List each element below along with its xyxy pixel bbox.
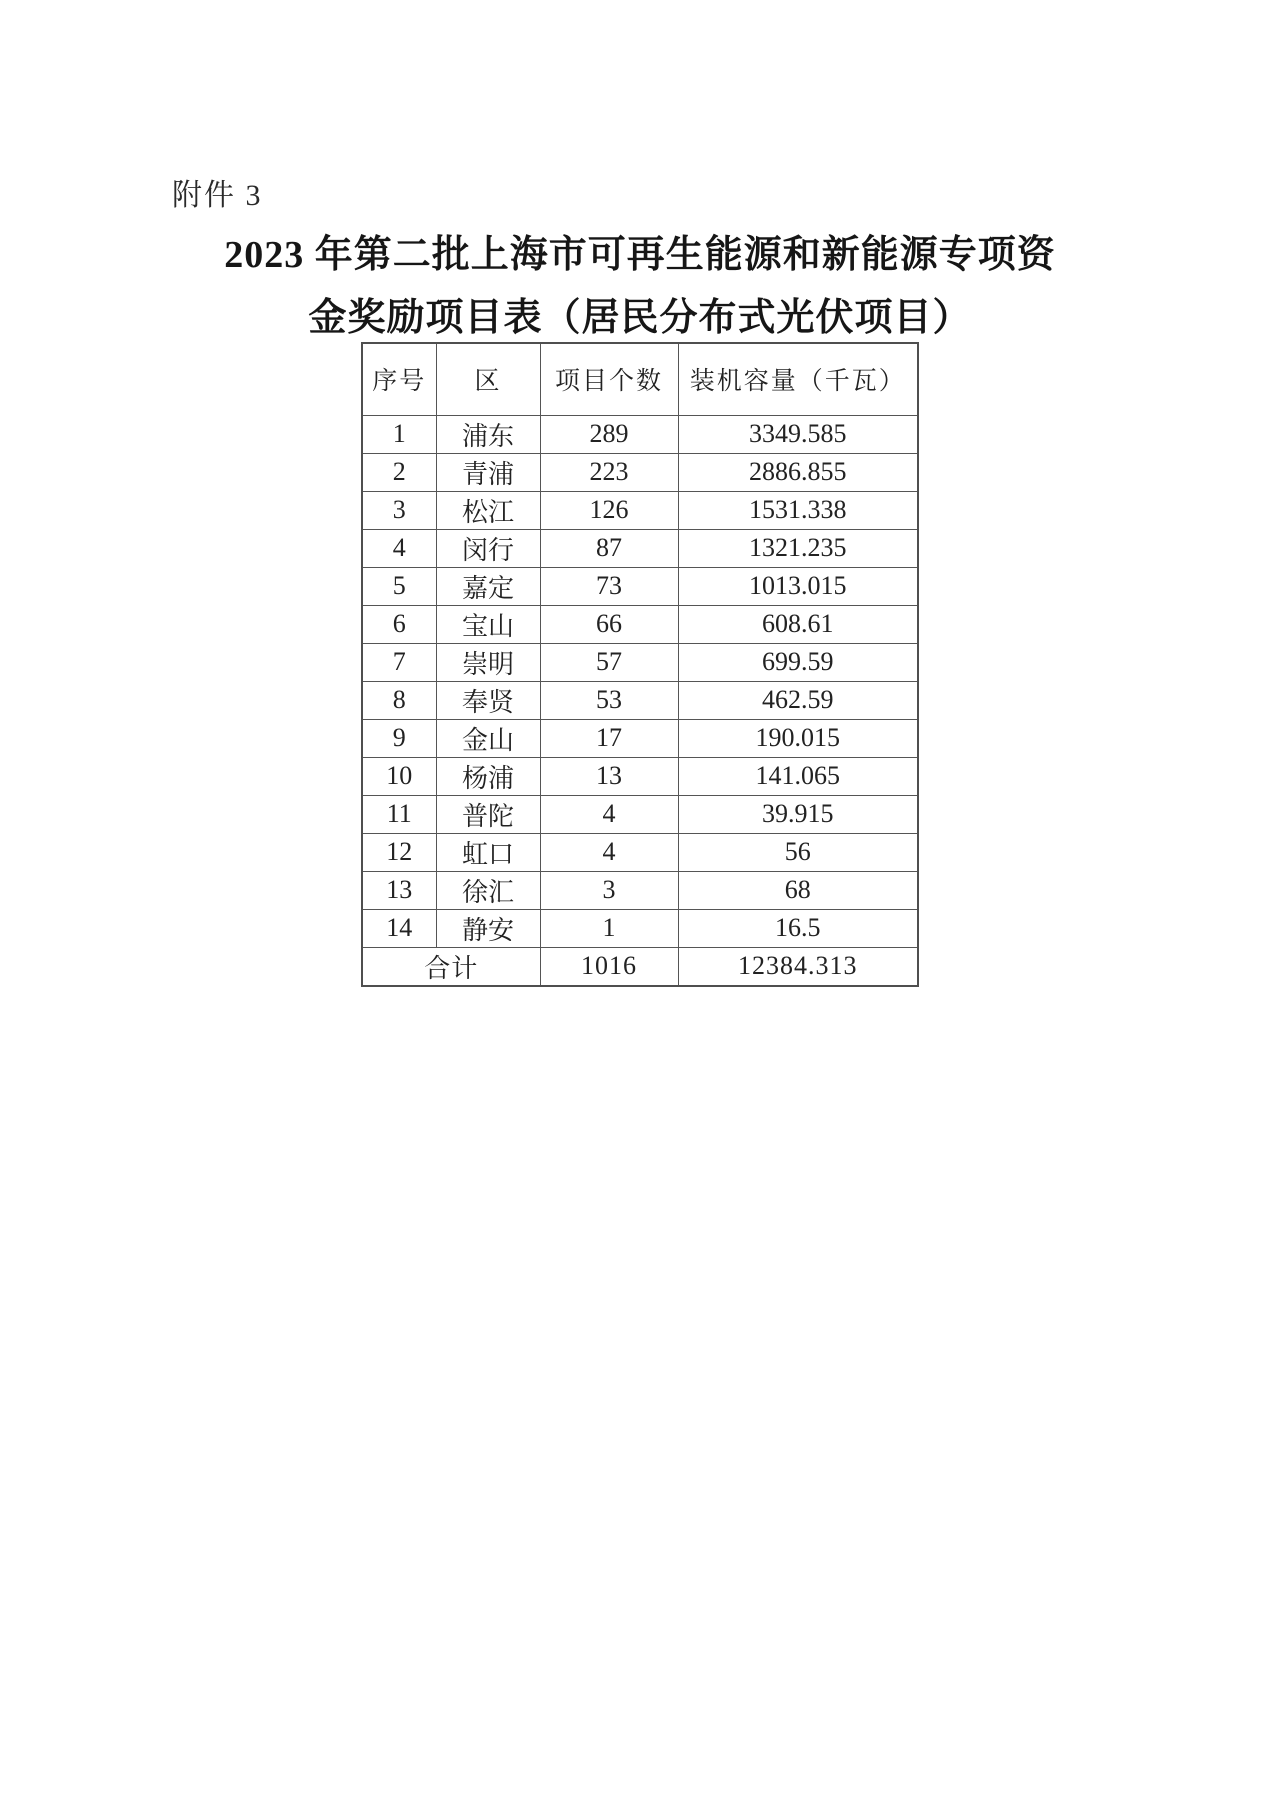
project-count-cell: 3 [540,871,678,909]
district-cell: 奉贤 [436,681,540,719]
serial-cell: 5 [362,567,436,605]
district-cell: 杨浦 [436,757,540,795]
capacity-cell: 3349.585 [678,415,918,453]
table-row [362,605,918,643]
capacity-cell: 56 [678,833,918,871]
capacity-cell: 1321.235 [678,529,918,567]
serial-cell: 13 [362,871,436,909]
table-total-row [362,947,918,986]
district-cell: 静安 [436,909,540,947]
project-count-cell: 1 [540,909,678,947]
project-count-cell: 53 [540,681,678,719]
table-row [362,643,918,681]
district-cell: 松江 [436,491,540,529]
project-count-cell: 4 [540,833,678,871]
table-row [362,529,918,567]
serial-cell: 9 [362,719,436,757]
capacity-cell: 1531.338 [678,491,918,529]
table-row [362,909,918,947]
serial-cell: 3 [362,491,436,529]
header-district: 区 [436,343,540,415]
project-count-cell: 17 [540,719,678,757]
capacity-cell: 16.5 [678,909,918,947]
serial-cell: 10 [362,757,436,795]
district-cell: 宝山 [436,605,540,643]
project-count-cell: 289 [540,415,678,453]
district-cell: 浦东 [436,415,540,453]
project-count-cell: 13 [540,757,678,795]
serial-cell: 11 [362,795,436,833]
header-project-count: 项目个数 [540,343,678,415]
table-body [362,415,918,947]
table-row [362,833,918,871]
total-projects-cell: 1016 [540,947,678,986]
capacity-cell: 68 [678,871,918,909]
table-row [362,491,918,529]
award-table [361,342,919,987]
serial-cell: 14 [362,909,436,947]
serial-cell: 4 [362,529,436,567]
table-row [362,719,918,757]
project-count-cell: 66 [540,605,678,643]
table-row [362,681,918,719]
capacity-cell: 1013.015 [678,567,918,605]
district-cell: 徐汇 [436,871,540,909]
project-count-cell: 73 [540,567,678,605]
serial-cell: 12 [362,833,436,871]
header-capacity: 装机容量（千瓦） [678,343,918,415]
table-row [362,795,918,833]
project-count-cell: 223 [540,453,678,491]
capacity-cell: 608.61 [678,605,918,643]
serial-cell: 6 [362,605,436,643]
document-title [0,224,1280,350]
capacity-cell: 699.59 [678,643,918,681]
district-cell: 普陀 [436,795,540,833]
total-capacity-cell: 12384.313 [678,947,918,986]
table-row [362,453,918,491]
table-row [362,415,918,453]
table-header-row [362,343,918,415]
district-cell: 虹口 [436,833,540,871]
district-cell: 金山 [436,719,540,757]
title-line-2: 金奖励项目表（居民分布式光伏项目） [308,297,972,339]
project-count-cell: 4 [540,795,678,833]
district-cell: 青浦 [436,453,540,491]
district-cell: 闵行 [436,529,540,567]
capacity-cell: 2886.855 [678,453,918,491]
header-serial: 序号 [362,343,436,415]
capacity-cell: 141.065 [678,757,918,795]
project-count-cell: 57 [540,643,678,681]
capacity-cell: 462.59 [678,681,918,719]
table-row [362,567,918,605]
serial-cell: 1 [362,415,436,453]
district-cell: 嘉定 [436,567,540,605]
serial-cell: 7 [362,643,436,681]
attachment-label: 附件 3 [172,179,263,212]
project-count-cell: 126 [540,491,678,529]
serial-cell: 2 [362,453,436,491]
capacity-cell: 39.915 [678,795,918,833]
project-count-cell: 87 [540,529,678,567]
district-cell: 崇明 [436,643,540,681]
table-row [362,871,918,909]
capacity-cell: 190.015 [678,719,918,757]
total-label-cell: 合计 [362,947,540,986]
table-row [362,757,918,795]
serial-cell: 8 [362,681,436,719]
title-line-1: 2023 年第二批上海市可再生能源和新能源专项资 [224,234,1056,276]
